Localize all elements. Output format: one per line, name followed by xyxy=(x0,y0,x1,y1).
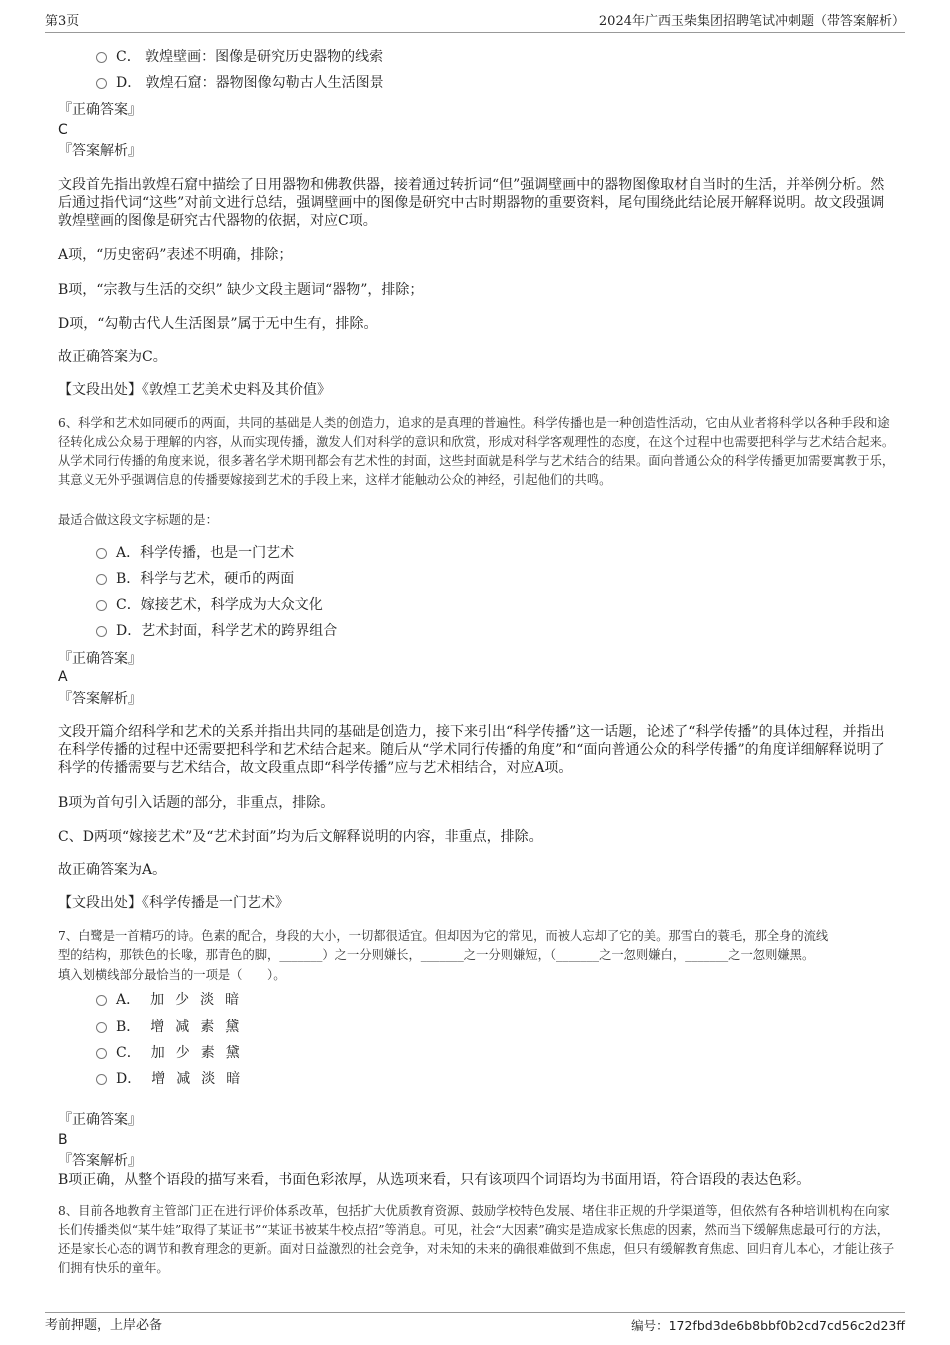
option-c[interactable]: C．嫁接艺术，科学成为大众文化 xyxy=(96,595,323,615)
analysis-conclusion: 故正确答案为A。 xyxy=(58,862,167,878)
radio-icon[interactable] xyxy=(96,1074,107,1085)
option-d[interactable]: D． 增减淡暗 xyxy=(96,1069,251,1089)
radio-icon[interactable] xyxy=(96,626,107,637)
analysis-text: 文段开篇介绍科学和艺术的关系并指出共同的基础是创造力，接下来引出“科学传播”这一话题，论述了“科学传播”的具体过程，并指出在科学传播的过程中还需要把科学和艺术结合起来。随后从“学术同行传播的角度”和“面向普通公众的科学传播”的角度详细解释说明了科学的传播需要与艺术结合，故文段重点即“科学传播”应与艺术相结合，对应A项。 xyxy=(58,724,885,776)
option-c[interactable]: C． 敦煌壁画：图像是研究历史器物的线索 xyxy=(96,47,383,67)
radio-icon[interactable] xyxy=(96,78,107,89)
option-b[interactable]: B．科学与艺术，硬币的两面 xyxy=(96,569,294,589)
analysis-note: A项，“历史密码”表述不明确，排除； xyxy=(58,247,293,263)
option-d[interactable]: D．艺术封面，科学艺术的跨界组合 xyxy=(96,621,337,641)
question-prompt: 填入划横线部分最恰当的一项是（ ）。 xyxy=(58,968,286,982)
radio-icon[interactable] xyxy=(96,52,107,63)
page-header xyxy=(45,14,905,33)
page-footer xyxy=(45,1312,905,1335)
answer-label: 『正确答案』 xyxy=(58,651,142,667)
analysis-text: 文段首先指出敦煌石窟中描绘了日用器物和佛教供器，接着通过转折词“但”强调壁画中的器物图像取材自当时的生活，并举例分析。然后通过指代词“这些”对前文进行总结，强调壁画中的图像是研究中古时期器物的重要资料，尾句围绕此结论展开解释说明。故文段强调敦煌壁画的图像是研究古代器物的依据，对应C项。 xyxy=(58,177,885,229)
correct-answer: B xyxy=(58,1132,68,1148)
option-c[interactable]: C． 加少素黛 xyxy=(96,1043,251,1063)
analysis-note: C、D两项“嫁接艺术”及“艺术封面”均为后文解释说明的内容，非重点，排除。 xyxy=(58,829,543,845)
page-number: 第3页 xyxy=(45,14,80,29)
analysis-text: B项正确，从整个语段的描写来看，书面色彩浓厚，从选项来看，只有该项四个词语均为书面用语，符合语段的表达色彩。 xyxy=(58,1172,811,1188)
radio-icon[interactable] xyxy=(96,1022,107,1033)
radio-icon[interactable] xyxy=(96,995,107,1006)
analysis-note: B项，“宗教与生活的交织” 缺少文段主题词“器物”，排除； xyxy=(58,282,424,298)
analysis-note: D项，“勾勒古代人生活图景”属于无中生有，排除。 xyxy=(58,316,378,332)
question-stem: 型的结构，那铁色的长喙，那青色的脚，_______）之一分则嫌长，_______之一分则嫌短，（_______之一忽则嫌白，_______之一忽则嫌黑。 xyxy=(58,948,815,962)
radio-icon[interactable] xyxy=(96,574,107,585)
question-stem: 6、科学和艺术如同硬币的两面，共同的基础是人类的创造力，追求的是真理的普遍性。科学传播也是一种创造性活动，它由从业者将科学以各种手段和途径转化成公众易于理解的内容，从而实现传播，激发人们对科学的意识和欣赏，形成对科学客观理性的态度，在这个过程中也需要把科学与艺术结合起来。从学术同行传播的角度来说，很多著名学术期刊都会有艺术性的封面，这些封面就是科学与艺术结合的结果。面向普通公众的科学传播更加需要寓教于乐，其意义无外乎强调信息的传播要嫁接到艺术的手段上来，这样才能触动公众的神经，引起他们的共鸣。 xyxy=(58,416,895,487)
analysis-label: 『答案解析』 xyxy=(58,691,142,707)
analysis-label: 『答案解析』 xyxy=(58,143,142,159)
correct-answer: A xyxy=(58,669,68,685)
option-b[interactable]: B． 增减素黛 xyxy=(96,1017,250,1037)
radio-icon[interactable] xyxy=(96,548,107,559)
option-a[interactable]: A．科学传播，也是一门艺术 xyxy=(96,543,294,563)
document-id: 编号：172fbd3de6b8bbf0b2cd7cd56c2d23ff xyxy=(631,1318,905,1333)
option-a[interactable]: A． 加少淡暗 xyxy=(96,990,250,1010)
question-stem: 8、目前各地教育主管部门正在进行评价体系改革，包括扩大优质教育资源、鼓励学校特色发展、堵住非正规的升学渠道等，但依然有各种培训机构在向家长们传播类似“某牛娃”取得了某证书”“某证书被某牛校点招”等消息。可见，社会“大因素”确实是造成家长焦虑的因素，然而当下缓解焦虑最可行的方法，还是家长心态的调节和教育理念的更新。面对日益激烈的社会竞争，对未知的未来的确很难做到不焦虑，但只有缓解教育焦虑、回归育儿本心，才能让孩子们拥有快乐的童年。 xyxy=(58,1204,895,1275)
analysis-conclusion: 故正确答案为C。 xyxy=(58,349,167,365)
option-d[interactable]: D． 敦煌石窟：器物图像勾勒古人生活图景 xyxy=(96,73,384,93)
answer-label: 『正确答案』 xyxy=(58,102,142,118)
radio-icon[interactable] xyxy=(96,600,107,611)
document-title: 2024年广西玉柴集团招聘笔试冲刺题（带答案解析） xyxy=(598,14,905,29)
radio-icon[interactable] xyxy=(96,1048,107,1059)
source-citation: 【文段出处】《科学传播是一门艺术》 xyxy=(58,895,289,911)
analysis-label: 『答案解析』 xyxy=(58,1153,142,1169)
question-stem: 7、白鹭是一首精巧的诗。色素的配合，身段的大小，一切都很适宜。但却因为它的常见，而被人忘却了它的美。那雪白的蓑毛，那全身的流线 xyxy=(58,929,829,943)
question-prompt: 最适合做这段文字标题的是： xyxy=(58,513,218,527)
source-citation: 【文段出处】《敦煌工艺美术史料及其价值》 xyxy=(58,382,331,398)
footer-slogan: 考前押题，上岸必备 xyxy=(45,1318,163,1333)
answer-label: 『正确答案』 xyxy=(58,1112,142,1128)
analysis-note: B项为首句引入话题的部分，非重点，排除。 xyxy=(58,795,335,811)
correct-answer: C xyxy=(58,122,68,138)
